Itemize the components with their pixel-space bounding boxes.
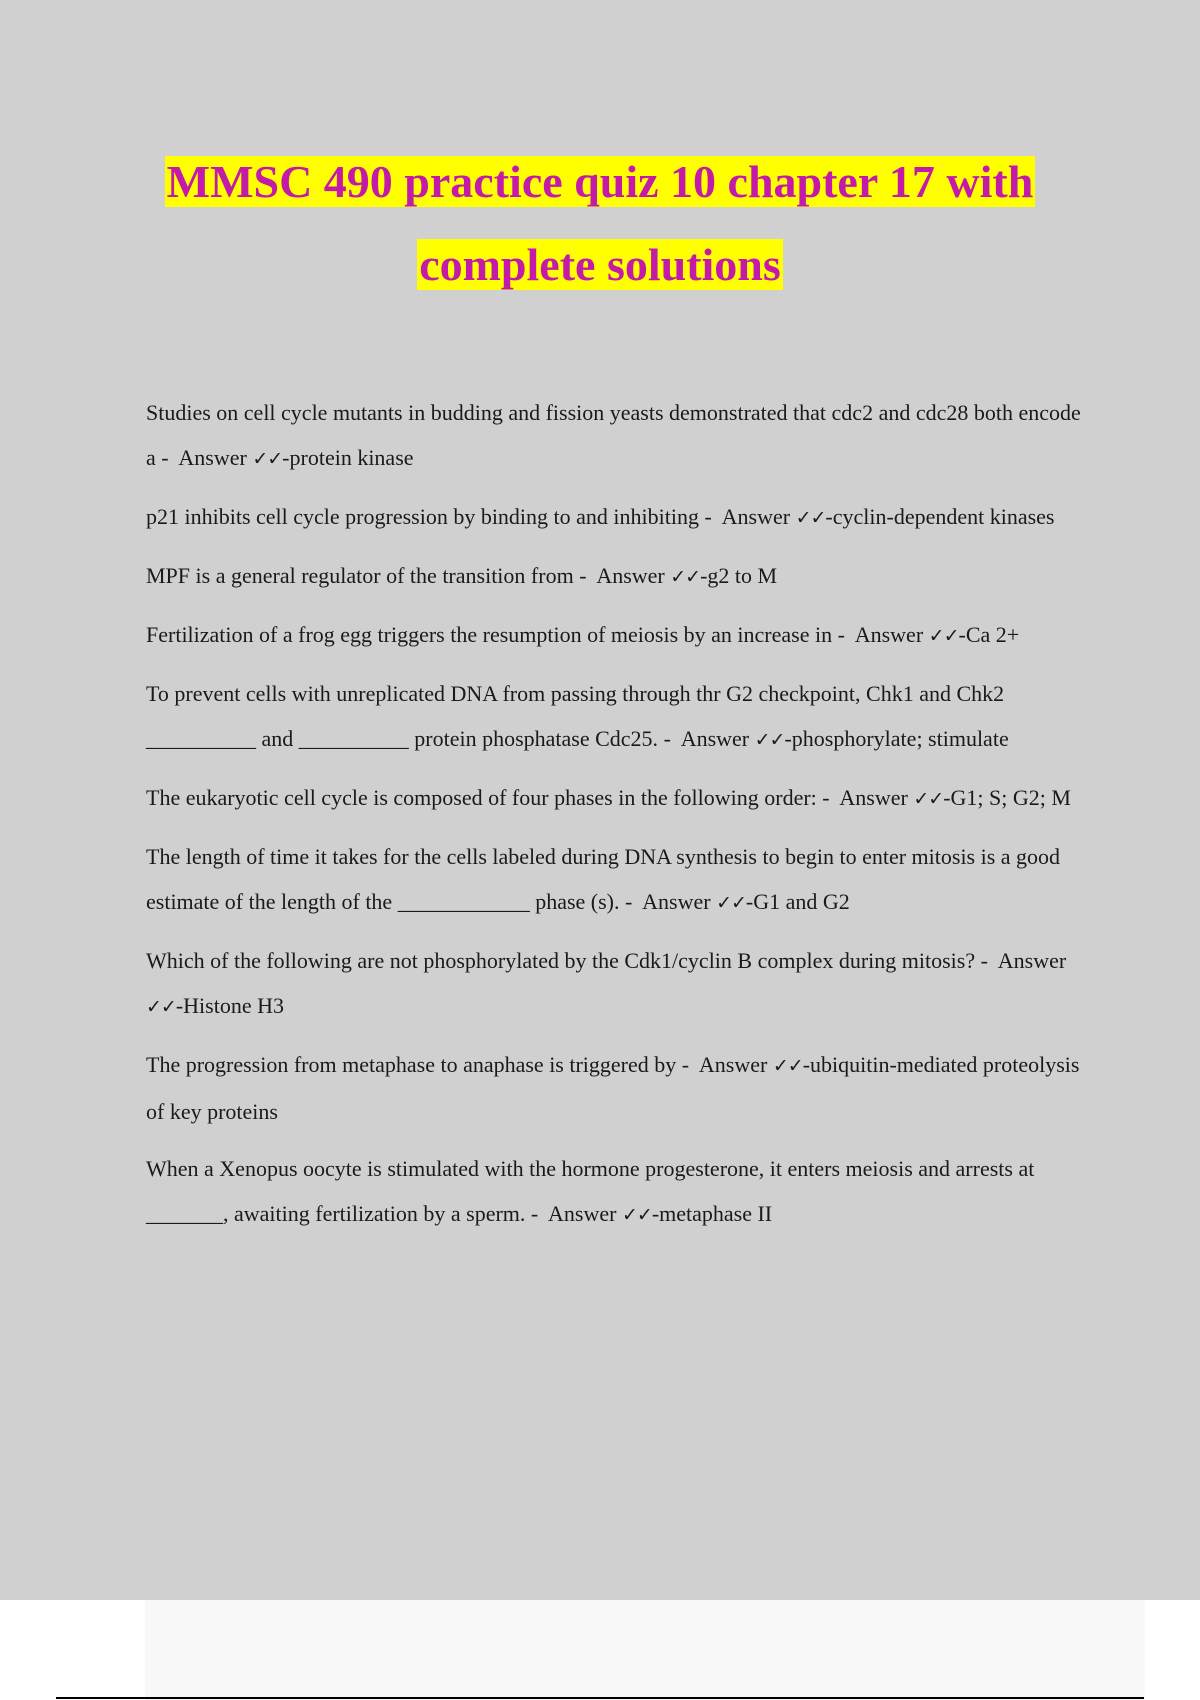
double-check-icon: ✓✓ [913, 788, 944, 810]
answer-label: Answer [721, 504, 791, 529]
question-item: MPF is a general regulator of the transition from - Answer ✓✓-g2 to M [146, 563, 778, 588]
question-text: Which of the following are not phosphorylated by the Cdk1/cyclin B complex during mitosis? [146, 948, 976, 973]
answer-text: cyclin-dependent kinases [832, 504, 1055, 529]
double-check-icon: ✓✓ [716, 892, 746, 914]
question-item: The progression from metaphase to anaphase is triggered by - Answer ✓✓-ubiquitin-mediated proteolysis of key proteins [146, 1052, 1080, 1124]
page-footer-area [145, 1600, 1145, 1700]
question-item: To prevent cells with unreplicated DNA from passing through thr G2 checkpoint, Chk1 and Chk2 __________ and __________ protein phosphatase Cdc25. - Answer ✓✓-phosphorylate; stimulate [146, 681, 1009, 751]
double-check-icon: ✓✓ [670, 566, 701, 588]
answer-text: Histone H3 [183, 993, 284, 1018]
question-item: When a Xenopus oocyte is stimulated with the hormone progesterone, it enters meiosis and arrests at _______, awaiting fertilization by a sperm. - Answer ✓✓-metaphase II [146, 1156, 1035, 1226]
answer-text: G1 and G2 [753, 889, 850, 914]
answer-label: Answer [596, 563, 665, 588]
answer-text: ubiquitin-mediated proteolysis of key proteins [146, 1052, 1080, 1124]
double-check-icon: ✓✓ [795, 507, 826, 529]
double-check-icon: ✓✓ [621, 1204, 652, 1226]
question-item: Which of the following are not phosphorylated by the Cdk1/cyclin B complex during mitosis? - Answer ✓✓-Histone H3 [146, 948, 1067, 1018]
question-text: When a Xenopus oocyte is stimulated with the hormone progesterone, it enters meiosis and arrests at _______, awaiting fertilization by a sperm. [146, 1156, 1035, 1226]
title-line-1: MMSC 490 practice quiz 10 chapter 17 with [166, 156, 1034, 207]
question-text: Fertilization of a frog egg triggers the resumption of meiosis by an increase in [146, 622, 833, 647]
answer-label: Answer [642, 889, 711, 914]
double-check-icon: ✓✓ [772, 1055, 803, 1077]
page-title [100, 140, 1100, 306]
double-check-icon: ✓✓ [252, 448, 283, 470]
answer-label: Answer [178, 445, 247, 470]
answer-text: Ca 2+ [965, 622, 1020, 647]
footer-divider [56, 1697, 1144, 1699]
answer-text: phosphorylate; stimulate [791, 726, 1009, 751]
question-list [146, 390, 1086, 1250]
answer-label: Answer [680, 726, 750, 751]
question-item: The eukaryotic cell cycle is composed of four phases in the following order: - Answer ✓✓-G1; S; G2; M [146, 785, 1071, 810]
question-item: Studies on cell cycle mutants in budding and fission yeasts demonstrated that cdc2 and cdc28 both encode a - Answer ✓✓-protein kinase [146, 400, 1081, 470]
question-text: The eukaryotic cell cycle is composed of four phases in the following order: [146, 785, 817, 810]
answer-label: Answer [698, 1052, 768, 1077]
answer-text: metaphase II [659, 1201, 773, 1226]
double-check-icon: ✓✓ [146, 996, 176, 1018]
question-text: The length of time it takes for the cells labeled during DNA synthesis to begin to enter mitosis is a good estimate of the length of the ____________ phase (s). [146, 844, 1061, 914]
question-text: Studies on cell cycle mutants in budding and fission yeasts demonstrated that cdc2 and cdc28 both encode a [146, 400, 1081, 470]
question-item: The length of time it takes for the cells labeled during DNA synthesis to begin to enter mitosis is a good estimate of the length of the ____________ phase (s). - Answer ✓✓-G1 and G2 [146, 844, 1061, 914]
question-text: MPF is a general regulator of the transition from [146, 563, 574, 588]
double-check-icon: ✓✓ [928, 625, 959, 647]
question-text: The progression from metaphase to anaphase is triggered by [146, 1052, 677, 1077]
answer-label: Answer [997, 948, 1067, 973]
question-text: p21 inhibits cell cycle progression by binding to and inhibiting [146, 504, 699, 529]
answer-label: Answer [548, 1201, 617, 1226]
question-item: p21 inhibits cell cycle progression by binding to and inhibiting - Answer ✓✓-cyclin-dependent kinases [146, 504, 1055, 529]
answer-label: Answer [854, 622, 924, 647]
double-check-icon: ✓✓ [754, 729, 785, 751]
title-line-2: complete solutions [419, 239, 781, 290]
question-item: Fertilization of a frog egg triggers the resumption of meiosis by an increase in - Answer ✓✓-Ca 2+ [146, 622, 1020, 647]
answer-text: g2 to M [707, 563, 778, 588]
question-text: To prevent cells with unreplicated DNA from passing through thr G2 checkpoint, Chk1 and Chk2 __________ and __________ protein phosphatase Cdc25. [146, 681, 1005, 751]
answer-label: Answer [839, 785, 908, 810]
answer-text: G1; S; G2; M [950, 785, 1071, 810]
answer-text: protein kinase [289, 445, 414, 470]
